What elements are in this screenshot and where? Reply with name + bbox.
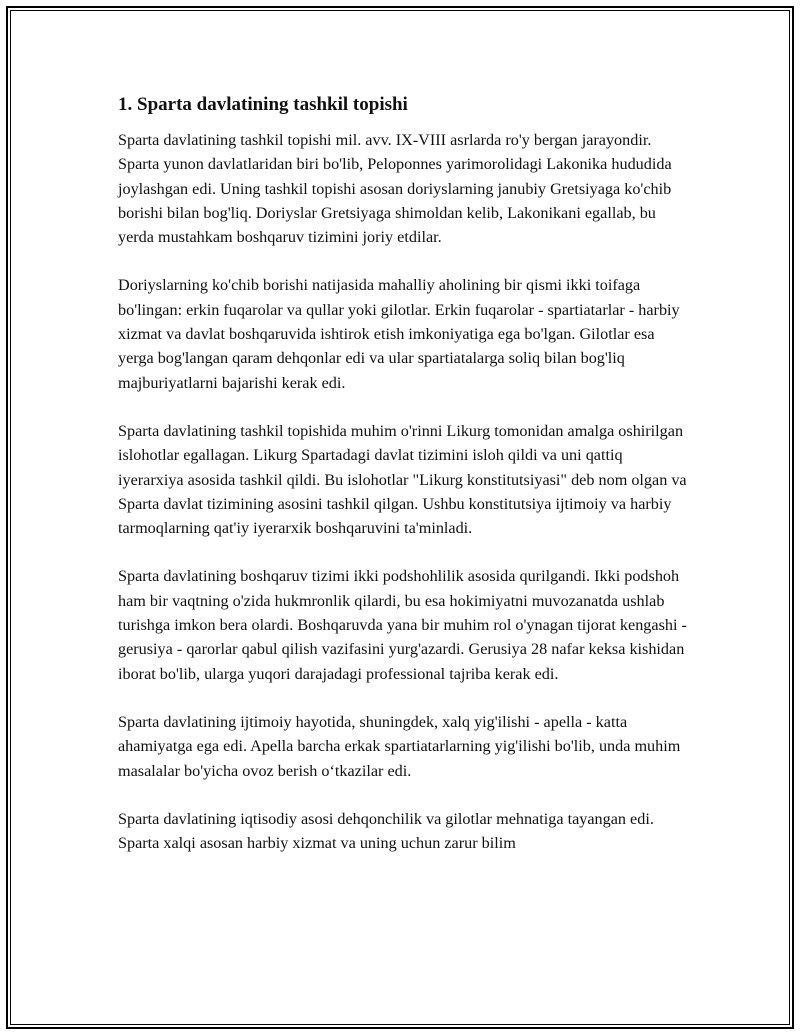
paragraph-4: Sparta davlatining boshqaruv tizimi ikki podshohlilik asosida qurilgandi. Ikki podshoh ham bir vaqtning o'zida hukmronlik qilardi, bu esa hokimiyatni muvozanatda ushlab turishga imkon bera olardi. Boshqaruvda yana bir muhim rol o'ynagan tijorat kengashi - gerusiya - qarorlar qabul qilish vazifasini yurg'azardi. Gerusiya 28 nafar keksa kishidan iborat bo'lib, ularga yuqori darajadagi professional tajriba kerak edi. [118, 567, 687, 683]
paragraph-3: Sparta davlatining tashkil topishida muhim o'rinni Likurg tomonidan amalga oshirilgan islohotlar egallagan. Likurg Spartadagi davlat tizimini isloh qildi va uni qattiq iyerarxiya asosida tashkil qildi. Bu islohotlar "Likurg konstitutsiyasi" deb nom olgan va Sparta davlat tizimining asosini tashkil qilgan. Ushbu konstitutsiya ijtimoiy va harbiy tarmoqlarning qat'iy iyerarxik boshqaruvini ta'minladi. [118, 421, 687, 538]
paragraph-2: Doriyslarning ko'chib borishi natijasida mahalliy aholining bir qismi ikki toifaga bo'lingan: erkin fuqarolar va qullar yoki gilotlar. Erkin fuqarolar - spartiatarlar - harbiy xizmat va davlat boshqaruvida ishtirok etish imkoniyatiga ega bo'lgan. Gilotlar esa yerga bog'langan qaram dehqonlar edi va ular spartiatalarga soliq bilan bog'liq majburiyatlarni bajarishi kerak edi. [118, 276, 680, 392]
paragraph-6: Sparta davlatining iqtisodiy asosi dehqonchilik va gilotlar mehnatiga tayangan edi. Sparta xalqi asosan harbiy xizmat va uning uchun zarur bilim [118, 809, 654, 853]
document-body [118, 92, 688, 879]
section-title: 1. Sparta davlatining tashkil topishi [118, 94, 408, 115]
paragraph-5: Sparta davlatining ijtimoiy hayotida, shuningdek, xalq yig'ilishi - apella - katta ahamiyatga ega edi. Apella barcha erkak spartiatarlarning yig'ilishi bo'lib, unda muhim masalalar bo'yicha ovoz berish o‘tkazilar edi. [118, 712, 681, 780]
paragraph-1: Sparta davlatining tashkil topishi mil. avv. IX-VIII asrlarda ro'y bergan jarayondir. Sparta yunon davlatlaridan biri bo'lib, Peloponnes yarimorolidagi Lakonika hududida joylashgan edi. Uning tashkil topishi asosan doriyslarning janubiy Gretsiyaga ko'chib borishi bilan bog'liq. Doriyslar Gretsiyaga shimoldan kelib, Lakonikani egallab, bu yerda mustahkam boshqaruv tizimini joriy etdilar. [118, 131, 672, 247]
